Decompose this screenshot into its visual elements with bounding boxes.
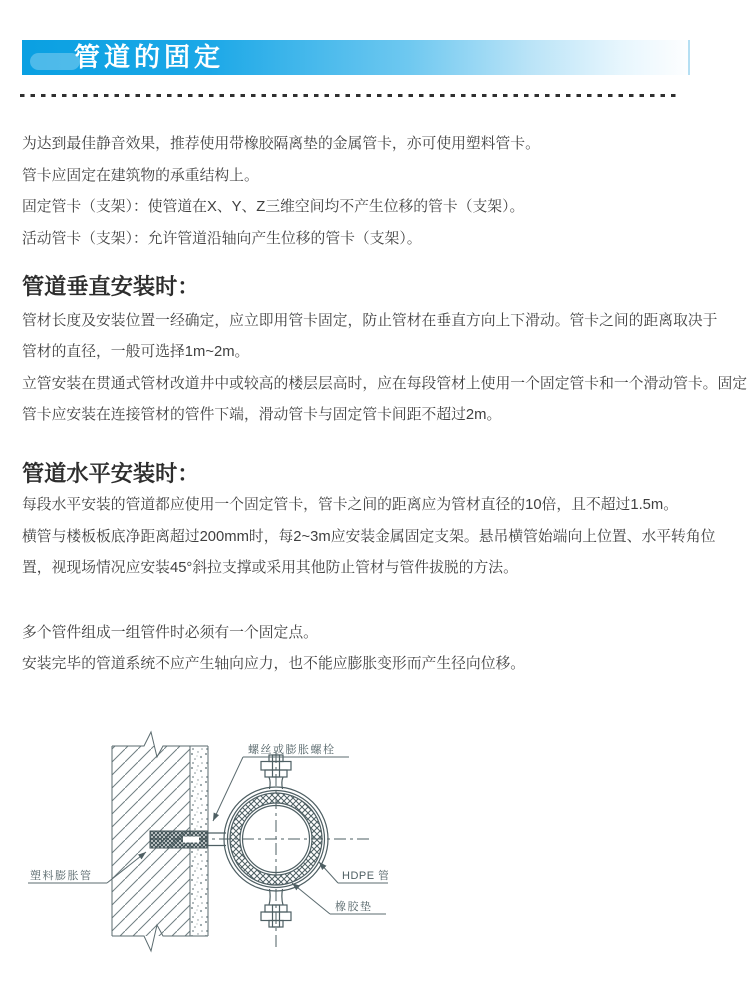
vertical-install-section	[22, 306, 750, 432]
leader-pad-label	[292, 883, 386, 914]
notes-section	[22, 618, 750, 681]
text-line: 置，视现场情况应安装45°斜拉支撑或采用其他防止管材与管件拔脱的方法。	[22, 560, 518, 576]
text-line: 每段水平安装的管道都应使用一个固定管卡，管卡之间的距离应为管材直径的10倍，且不超过1.5m。	[22, 497, 679, 513]
horizontal-install-section	[22, 490, 750, 585]
pipe-clamp-diagram	[8, 723, 750, 968]
intro-section	[22, 129, 750, 255]
pad-label: 橡胶垫	[335, 900, 373, 913]
text-line: 多个管件组成一组管件时必须有一个固定点。	[22, 624, 318, 641]
banner-highlight-decoration	[30, 53, 80, 70]
text-line: 立管安装在贯通式管材改道井中或较高的楼层层高时，应在每段管材上使用一个固定管卡和一个滑动管卡。固定	[22, 375, 748, 392]
text-line: 安装完毕的管道系统不应产生轴向应力，也不能应膨胀变形而产生径向位移。	[22, 656, 526, 672]
vertical-install-heading: 管道垂直安装时：	[22, 274, 200, 299]
text-line: 活动管卡（支架）：允许管道沿轴向产生位移的管卡（支架）。	[22, 230, 422, 247]
document-body	[0, 129, 750, 681]
bolt-label: 螺丝或膨胀螺栓	[248, 743, 336, 756]
text-line: 为达到最佳静音效果，推荐使用带橡胶隔离垫的金属管卡，亦可使用塑料管卡。	[22, 136, 540, 152]
anchor-label: 塑料膨胀管	[30, 869, 93, 882]
leader-pipe-label	[319, 862, 388, 883]
pipe-label: HDPE 管	[342, 869, 388, 882]
text-line: 固定管卡（支架）：使管道在X、Y、Z三维空间均不产生位移的管卡（支架）。	[22, 199, 525, 215]
text-line: 管材的直径，一般可选择1m~2m。	[22, 344, 250, 360]
text-line: 管卡应安装在连接管材的管件下端，滑动管卡与固定管卡间距不超过2m。	[22, 407, 502, 423]
document-page	[0, 40, 750, 1001]
page-title: 管道的固定	[74, 42, 225, 72]
text-line: 横管与楼板板底净距离超过200mm时，每2~3m应安装金属固定支架。悬吊横管始端向上位置、水平转角位	[22, 528, 716, 545]
text-line: 管材长度及安装位置一经确定，应立即用管卡固定，防止管材在垂直方向上下滑动。管卡之间的距离取决于	[22, 312, 718, 329]
plastic-expansion-anchor	[150, 831, 207, 848]
section-banner	[22, 40, 690, 75]
dotted-divider	[20, 94, 677, 97]
horizontal-install-heading: 管道水平安装时：	[22, 460, 200, 486]
text-line: 管卡应固定在建筑物的承重结构上。	[22, 167, 259, 184]
pipe-clamp-drawing	[8, 723, 388, 963]
